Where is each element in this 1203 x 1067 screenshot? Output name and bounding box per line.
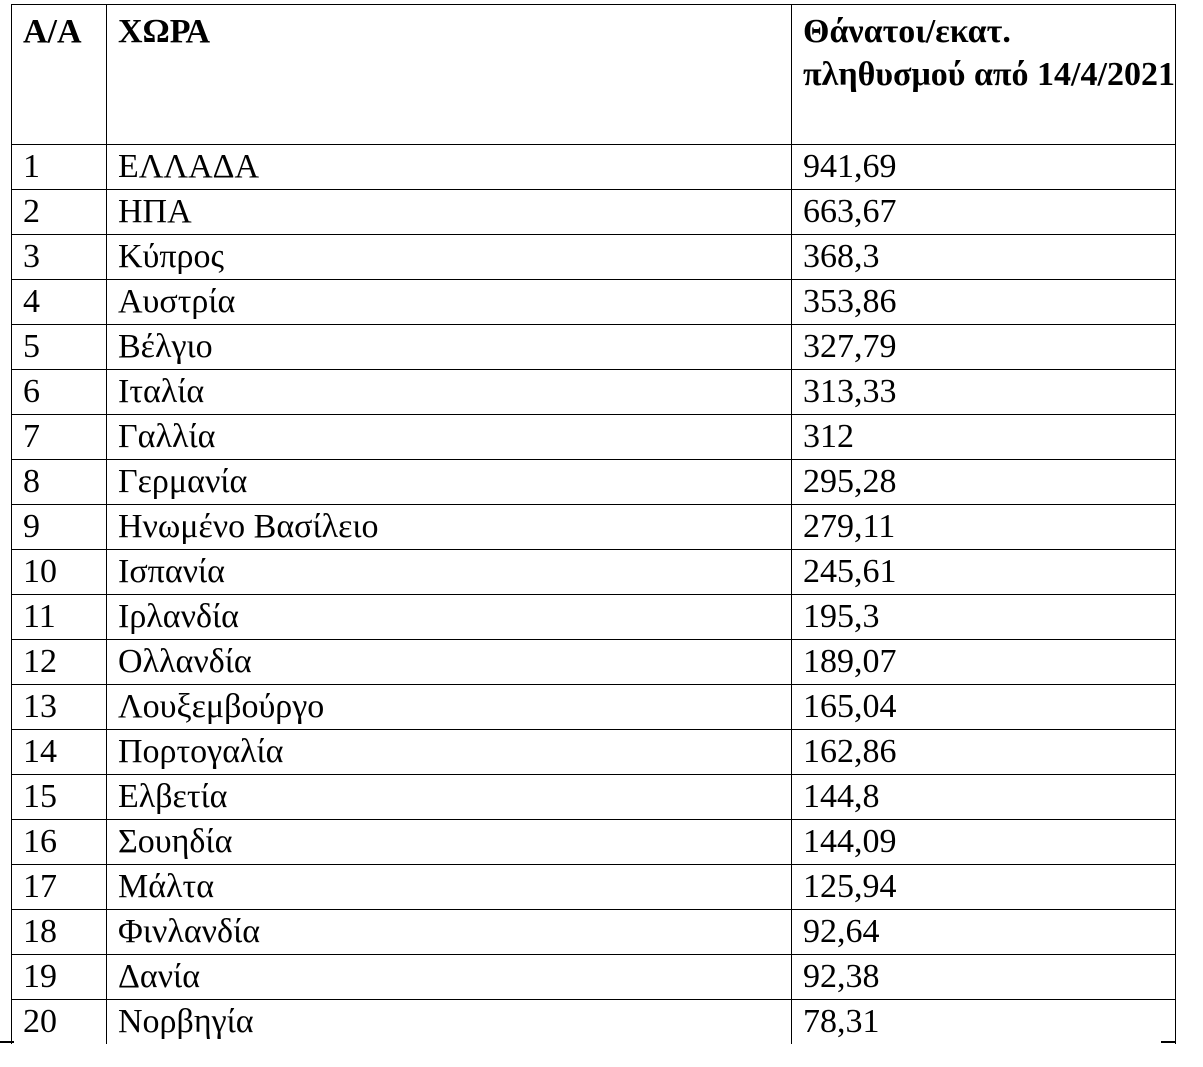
row-deaths-value-cell: 368,3 [792, 235, 1176, 280]
row-country-cell: Γερμανία [107, 460, 792, 505]
row-index-cell: 13 [12, 685, 107, 730]
table-row [12, 370, 1176, 415]
table-row [12, 820, 1176, 865]
row-country-cell: Μάλτα [107, 865, 792, 910]
table-row [12, 505, 1176, 550]
header-country: ΧΩΡΑ [107, 5, 792, 145]
row-index-cell: 17 [12, 865, 107, 910]
row-index-cell: 8 [12, 460, 107, 505]
row-index-cell: 15 [12, 775, 107, 820]
row-index-cell: 6 [12, 370, 107, 415]
table-body [12, 145, 1176, 1045]
row-country-cell: Ιρλανδία [107, 595, 792, 640]
row-country-cell: Ηνωμένο Βασίλειο [107, 505, 792, 550]
row-deaths-value-cell: 295,28 [792, 460, 1176, 505]
table-row [12, 865, 1176, 910]
row-index-cell: 20 [12, 1000, 107, 1045]
row-deaths-value-cell: 353,86 [792, 280, 1176, 325]
row-deaths-value-cell: 327,79 [792, 325, 1176, 370]
row-country-cell: Κύπρος [107, 235, 792, 280]
row-index-cell: 19 [12, 955, 107, 1000]
row-deaths-value-cell: 125,94 [792, 865, 1176, 910]
table-row [12, 145, 1176, 190]
header-deaths-per-million: Θάνατοι/εκατ. πληθυσμού από 14/4/2021 [792, 5, 1176, 145]
table-row [12, 685, 1176, 730]
row-country-cell: Γαλλία [107, 415, 792, 460]
row-deaths-value-cell: 941,69 [792, 145, 1176, 190]
table-row [12, 1000, 1176, 1045]
table-row [12, 235, 1176, 280]
table-row [12, 325, 1176, 370]
row-index-cell: 11 [12, 595, 107, 640]
row-country-cell: Φινλανδία [107, 910, 792, 955]
row-index-cell: 2 [12, 190, 107, 235]
row-index-cell: 18 [12, 910, 107, 955]
row-country-cell: Λουξεμβούργο [107, 685, 792, 730]
row-deaths-value-cell: 78,31 [792, 1000, 1176, 1045]
row-deaths-value-cell: 189,07 [792, 640, 1176, 685]
row-deaths-value-cell: 312 [792, 415, 1176, 460]
row-country-cell: Πορτογαλία [107, 730, 792, 775]
table-row [12, 955, 1176, 1000]
row-deaths-value-cell: 144,8 [792, 775, 1176, 820]
row-deaths-value-cell: 245,61 [792, 550, 1176, 595]
row-deaths-value-cell: 92,38 [792, 955, 1176, 1000]
table-row [12, 550, 1176, 595]
row-country-cell: ΗΠΑ [107, 190, 792, 235]
table-header-row [12, 5, 1176, 145]
row-deaths-value-cell: 162,86 [792, 730, 1176, 775]
table-row [12, 280, 1176, 325]
row-index-cell: 16 [12, 820, 107, 865]
row-country-cell: Ολλανδία [107, 640, 792, 685]
row-index-cell: 10 [12, 550, 107, 595]
row-index-cell: 9 [12, 505, 107, 550]
row-country-cell: Δανία [107, 955, 792, 1000]
table-row [12, 415, 1176, 460]
table-row [12, 595, 1176, 640]
header-index: Α/Α [12, 5, 107, 145]
row-index-cell: 4 [12, 280, 107, 325]
table-row [12, 910, 1176, 955]
row-country-cell: Ιταλία [107, 370, 792, 415]
table-row [12, 730, 1176, 775]
table-row [12, 190, 1176, 235]
row-index-cell: 7 [12, 415, 107, 460]
row-country-cell: Βέλγιο [107, 325, 792, 370]
row-index-cell: 5 [12, 325, 107, 370]
row-country-cell: Ισπανία [107, 550, 792, 595]
row-index-cell: 1 [12, 145, 107, 190]
row-index-cell: 14 [12, 730, 107, 775]
table-row [12, 775, 1176, 820]
row-country-cell: ΕΛΛΑΔΑ [107, 145, 792, 190]
row-deaths-value-cell: 165,04 [792, 685, 1176, 730]
row-country-cell: Ελβετία [107, 775, 792, 820]
row-deaths-value-cell: 663,67 [792, 190, 1176, 235]
row-index-cell: 3 [12, 235, 107, 280]
table-end-tick-right [1161, 1041, 1175, 1043]
row-country-cell: Νορβηγία [107, 1000, 792, 1045]
row-country-cell: Σουηδία [107, 820, 792, 865]
row-deaths-value-cell: 92,64 [792, 910, 1176, 955]
row-index-cell: 12 [12, 640, 107, 685]
row-country-cell: Αυστρία [107, 280, 792, 325]
row-deaths-value-cell: 144,09 [792, 820, 1176, 865]
table-row [12, 640, 1176, 685]
table-row [12, 460, 1176, 505]
table-end-tick-left [0, 1041, 14, 1043]
row-deaths-value-cell: 195,3 [792, 595, 1176, 640]
row-deaths-value-cell: 279,11 [792, 505, 1176, 550]
row-deaths-value-cell: 313,33 [792, 370, 1176, 415]
deaths-per-million-table [11, 4, 1176, 1044]
